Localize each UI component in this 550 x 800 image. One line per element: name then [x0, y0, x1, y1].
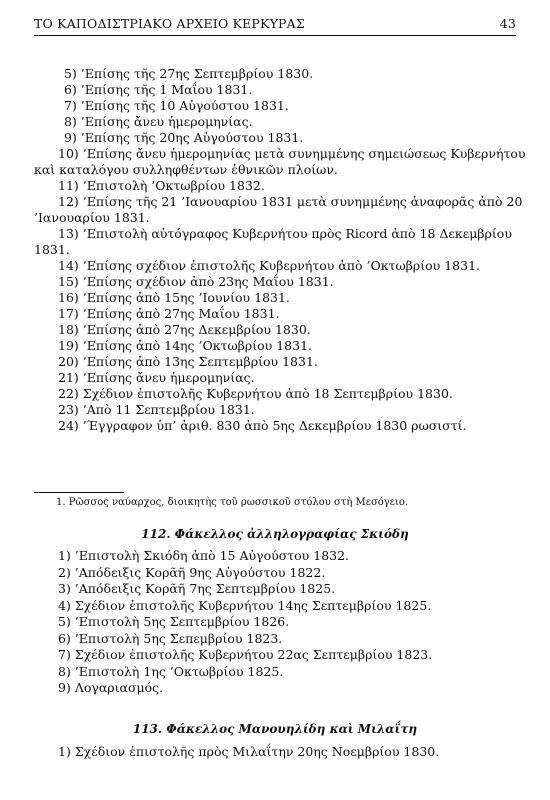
list-item: 22) Σχέδιον ἐπιστολῆς Κυβερνήτου ἀπὸ 18 Σεπτεμβρίου 1830. — [58, 386, 453, 401]
list-item: 14) ’Επίσης σχέδιον ἐπιστολῆς Κυβερνήτου ἀπὸ ’Οκτωβρίου 1831. — [58, 258, 481, 273]
section-heading-113: 113. Φάκελλος Μανουηλίδη καὶ Μιλαΐτη — [132, 722, 418, 736]
section-112-list — [58, 548, 432, 697]
list-item: 24) ’Έγγραφον ὑπ’ ἀριθ. 830 ἀπὸ 5ης Δεκεμβρίου 1830 ρωσιστί. — [58, 418, 467, 433]
running-header — [34, 16, 516, 36]
list-item: 13) ’Επιστολὴ αὐτόγραφος Κυβερνήτου πρὸς Ricord ἀπὸ 18 Δεκεμβρίου — [58, 226, 512, 241]
list-item: 6) ’Επιστολὴ 5ης Σεπεμβρίου 1823. — [58, 630, 283, 646]
list-item: 9) ’Επίσης τῆς 20ης Αὐγούστου 1831. — [64, 130, 304, 145]
list-item: 12) ’Επίσης τῆς 21 ’Ιανουαρίου 1831 μετὰ συνημμένης ἀναφορᾶς ἀπὸ 20 — [58, 194, 523, 209]
list-item: 7) ’Επίσης τῆς 10 Αὐγούστου 1831. — [64, 98, 289, 113]
list-item-continuation: 1831. — [34, 242, 70, 257]
list-item: 2) ’Απόδειξις Κορᾶῆ 9ης Αὐγούστου 1822. — [58, 564, 326, 580]
list-item: 19) ’Επίσης ἀπὸ 14ης ’Οκτωβρίου 1831. — [58, 338, 312, 353]
list-item: 20) ’Επίσης ἀπὸ 13ης Σεπτεμβρίου 1831. — [58, 354, 318, 369]
list-item: 10) ’Επίσης ἄνευ ἡμερομηνίας μετὰ συνημμένης σημειώσεως Κυβερνήτου — [58, 146, 526, 161]
list-item: 16) ’Επίσης ἀπὸ 15ης ’Ιουνίου 1831. — [58, 290, 290, 305]
list-item: 15) ’Επίσης σχέδιον ἀπὸ 23ης Μαΐου 1831. — [58, 274, 334, 289]
list-item: 11) ’Επιστολὴ ’Οκτωβρίου 1832. — [58, 178, 265, 193]
list-item: 5) ’Επιστολὴ 5ης Σεπτεμβρίου 1826. — [58, 614, 290, 629]
list-item-continuation: καὶ καταλόγου συλληφθέντων ἐθνικῶν πλοίων. — [34, 162, 338, 177]
list-item: 1) Σχέδιον ἐπιστολῆς πρὸς Μιλαΐτην 20ης Νοεμβρίου 1830. — [58, 744, 440, 759]
list-item: 21) ’Επίσης ἄνευ ἡμερομηνίας. — [58, 370, 255, 385]
section-111-list — [34, 66, 526, 434]
section-heading-112: 112. Φάκελλος ἀλληλογραφίας Σκιόδη — [141, 527, 409, 541]
list-item: 18) ’Επίσης ἀπὸ 27ης Δεκεμβρίου 1830. — [58, 322, 311, 337]
footnote: 1. Ρῶσσος ναύαρχος, διοικητὴς τοῦ ρωσσικοῦ στόλου στὴ Μεσόγειο. — [56, 497, 409, 508]
list-item: 7) Σχέδιον ἐπιστολῆς Κυβερνήτου 22ας Σεπτεμβρίου 1823. — [58, 647, 433, 662]
footnote-rule — [34, 492, 124, 493]
page-number: 43 — [499, 16, 516, 31]
header-rule — [34, 35, 516, 36]
header-title: ΤΟ ΚΑΠΟΔΙΣΤΡΙΑΚΟ ΑΡΧΕΙΟ ΚΕΡΚΥΡΑΣ — [34, 16, 305, 31]
list-item: 23) ’Απὸ 11 Σεπτεμβρίου 1831. — [58, 402, 255, 417]
list-item: 17) ’Επίσης ἀπὸ 27ης Μαΐου 1831. — [58, 306, 280, 321]
list-item: 1) ’Επιστολὴ Σκιόδη ἀπὸ 15 Αὐγούστου 1832. — [58, 548, 350, 563]
list-item: 8) ’Επιστολὴ 1ης ’Οκτωβρίου 1825. — [58, 663, 284, 679]
section-113-list — [58, 744, 439, 761]
list-item: 4) Σχέδιον ἐπιστολῆς Κυβερνήτου 14ης Σεπτεμβρίου 1825. — [58, 597, 432, 613]
list-item: 3) ’Απόδειξις Κορᾶῆ 7ης Σεπτεμβρίου 1825. — [58, 581, 336, 596]
list-item-continuation: ’Ιανουαρίου 1831. — [34, 210, 150, 225]
list-item: 5) ’Επίσης τῆς 27ης Σεπτεμβρίου 1830. — [64, 66, 314, 81]
list-item: 6) ’Επίσης τῆς 1 Μαΐου 1831. — [64, 82, 253, 97]
list-item: 8) ’Επίσης ἄνευ ἡμερομηνίας. — [64, 114, 253, 129]
list-item: 9) Λογαριασμός. — [58, 680, 164, 695]
